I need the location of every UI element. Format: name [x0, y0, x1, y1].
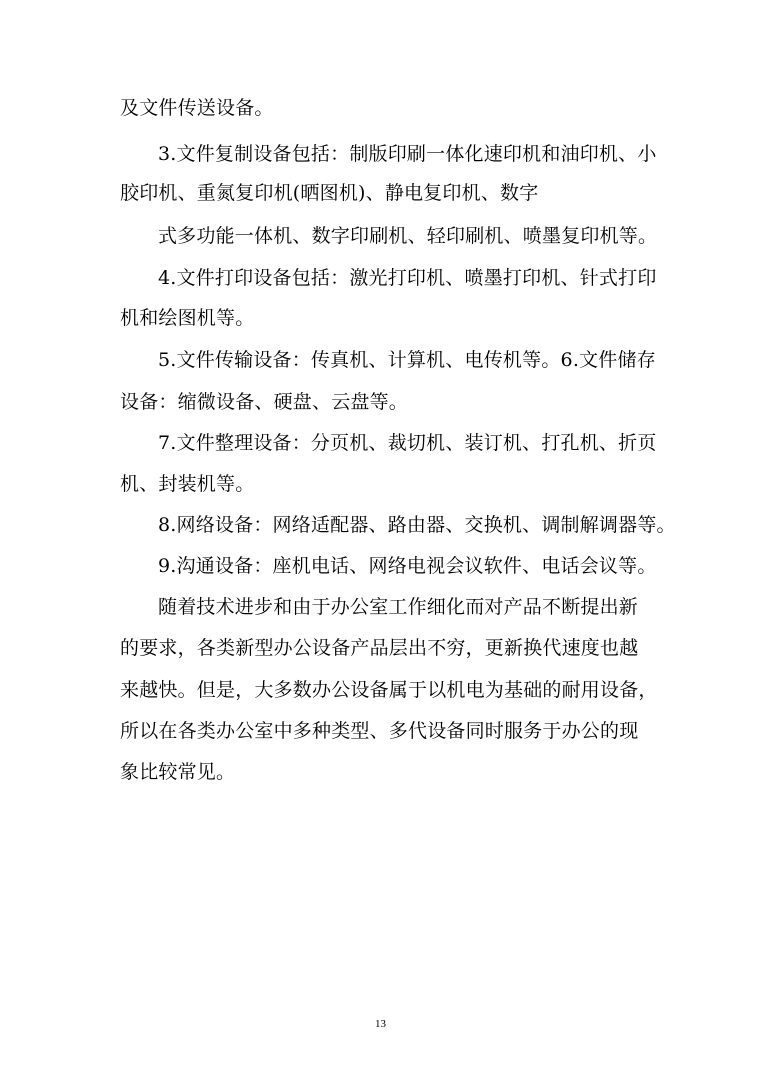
text-line-9: 7.文件整理设备：分页机、裁切机、装订机、打孔机、折页	[158, 432, 657, 454]
text-line-17: 象比较常见。	[120, 761, 236, 783]
text-line-3: 胶印机、重氮复印机(晒图机)、静电复印机、数字	[120, 182, 539, 204]
text-line-4: 式多功能一体机、数字印刷机、轻印刷机、喷墨复印机等。	[158, 225, 658, 247]
text-line-14: 的要求，各类新型办公设备产品层出不穷，更新换代速度也越	[120, 637, 639, 659]
text-line-1: 及文件传送设备。	[120, 97, 274, 119]
text-line-13: 随着技术进步和由于办公室工作细化而对产品不断提出新	[158, 596, 639, 618]
text-line-6: 机和绘图机等。	[120, 307, 255, 329]
text-line-5: 4.文件打印设备包括：激光打印机、喷墨打印机、针式打印	[158, 267, 657, 289]
page-number: 13	[375, 1018, 386, 1030]
text-line-11: 8.网络设备：网络适配器、路由器、交换机、调制解调器等。	[158, 514, 676, 536]
text-line-7: 5.文件传输设备：传真机、计算机、电传机等。6.文件储存	[158, 349, 656, 371]
text-line-10: 机、封装机等。	[120, 473, 255, 495]
text-line-2: 3.文件复制设备包括：制版印刷一体化速印机和油印机、小	[158, 143, 657, 165]
text-line-16: 所以在各类办公室中多种类型、多代设备同时服务于办公的现	[120, 720, 639, 742]
text-line-8: 设备：缩微设备、硬盘、云盘等。	[120, 391, 409, 413]
text-line-12: 9.沟通设备：座机电话、网络电视会议软件、电话会议等。	[158, 555, 657, 577]
text-line-15: 来越快。但是，大多数办公设备属于以机电为基础的耐用设备，	[120, 679, 658, 701]
